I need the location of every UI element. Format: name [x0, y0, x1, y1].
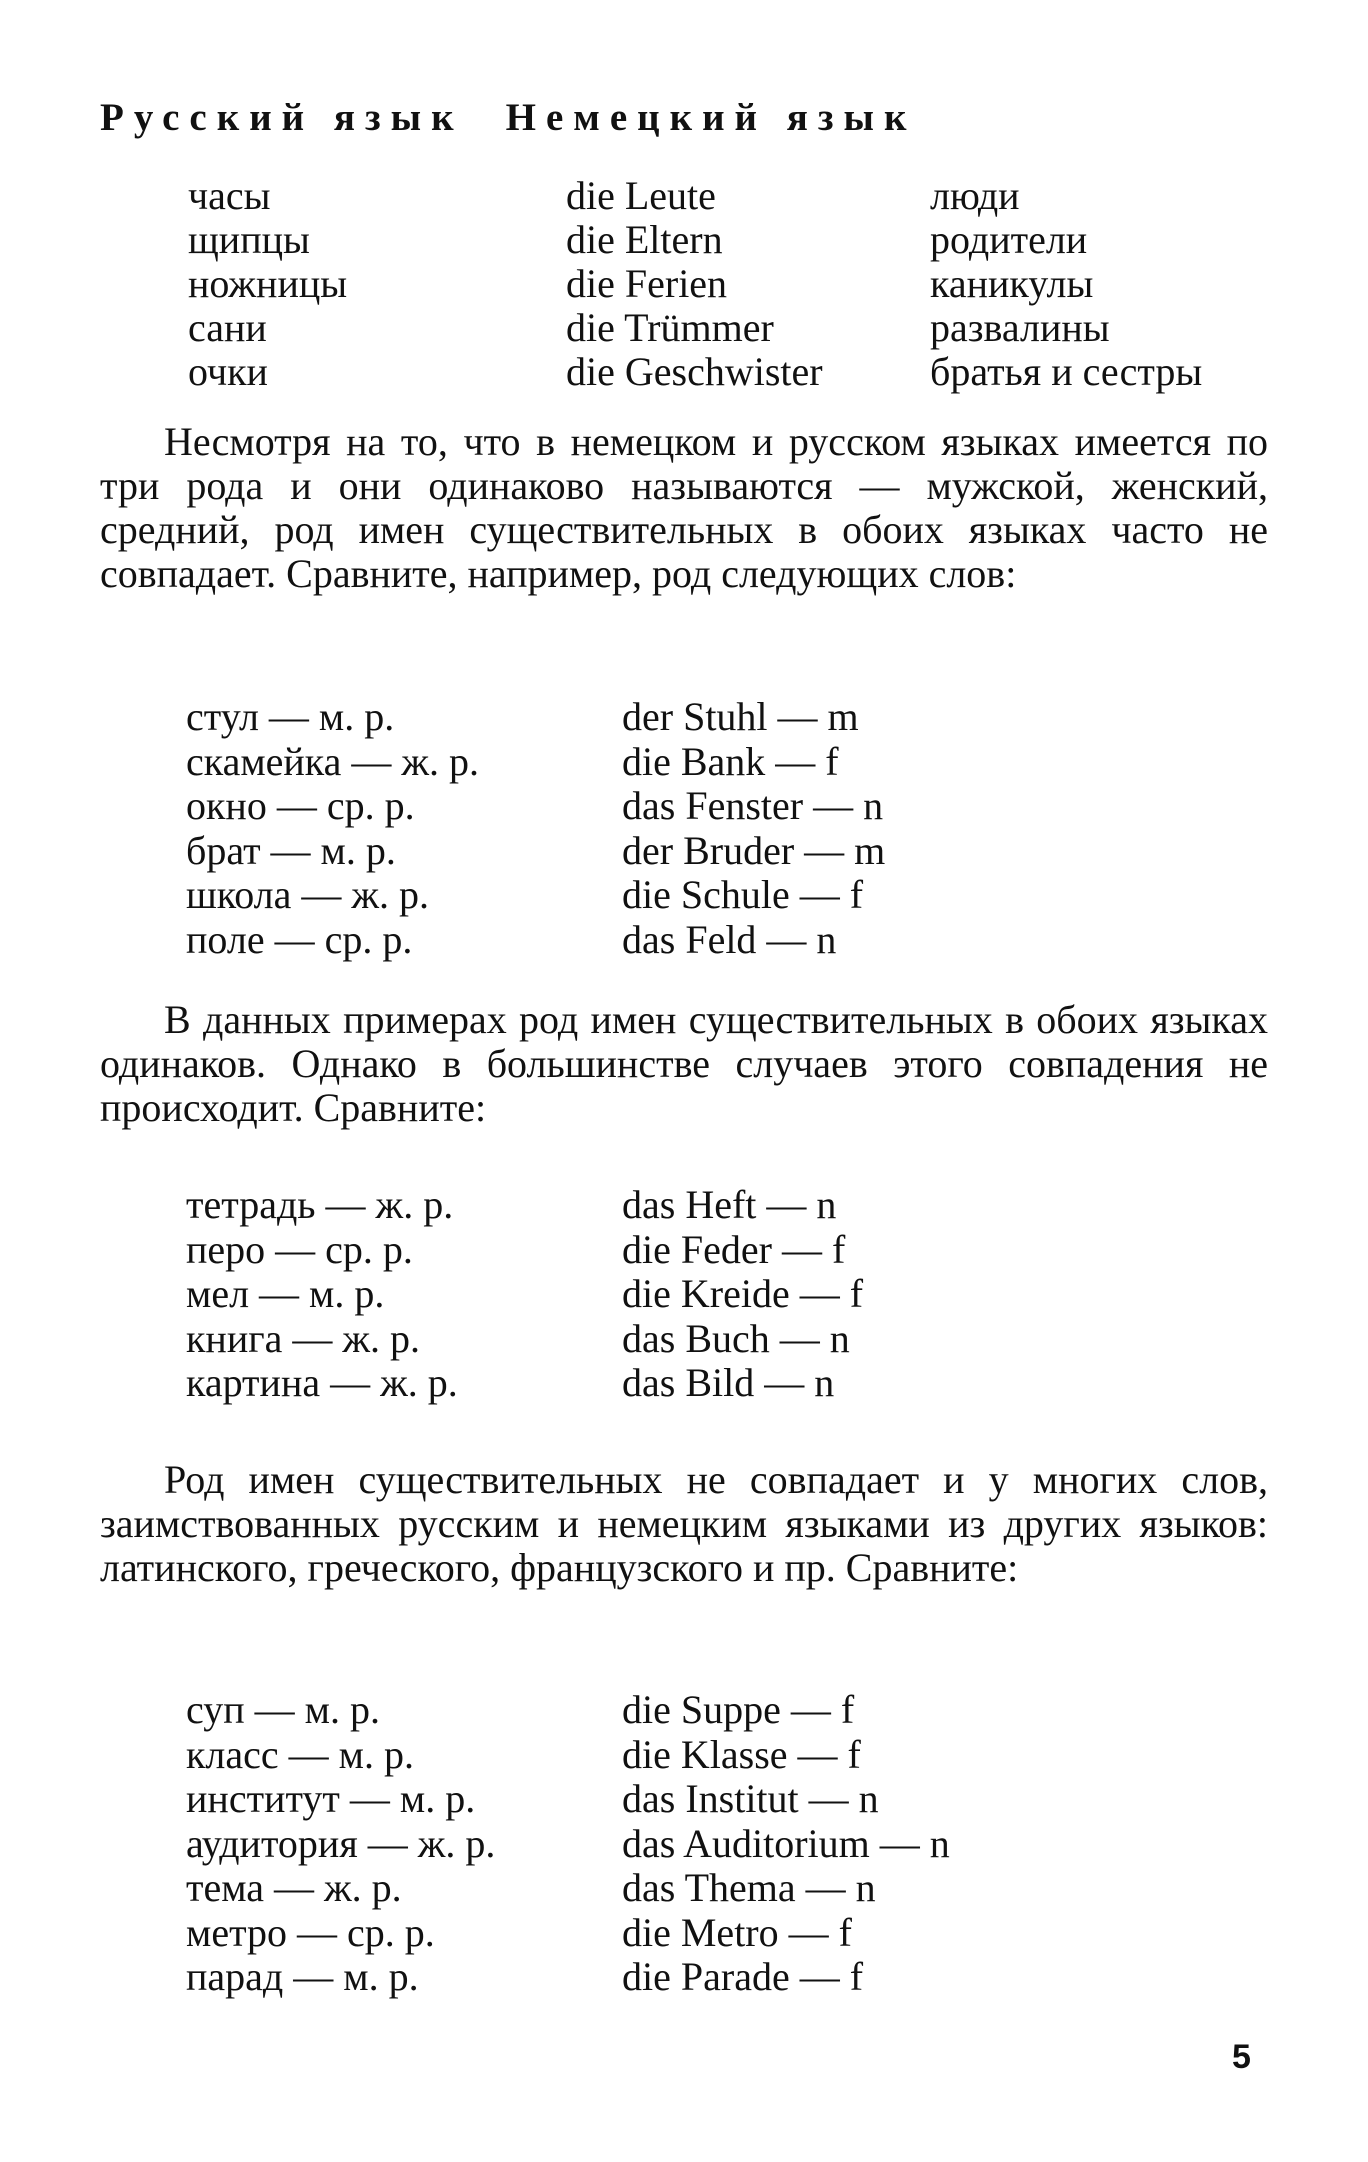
example-list-different-gender — [0, 1181, 1368, 1404]
paragraph-mismatch: В данных примерах род имен существительных в обоих языках одинаков. Однако в большинстве случаев этого совпадения не происходит. Сравните: — [100, 997, 1268, 1130]
german-example: die Parade — f — [622, 1954, 864, 1999]
russian-example: парад — м. р. — [186, 1954, 419, 1999]
german-word: die Eltern — [566, 217, 723, 262]
german-example: das Heft — n — [622, 1182, 837, 1227]
russian-example: аудитория — ж. р. — [186, 1820, 496, 1866]
translation: люди — [930, 173, 1020, 218]
german-example: das Auditorium — n — [622, 1820, 950, 1866]
table-row — [0, 348, 1368, 392]
russian-word: часы — [188, 173, 271, 218]
example-list-borrowed — [0, 1686, 1368, 1998]
german-example: die Schule — f — [622, 872, 864, 917]
list-item — [0, 916, 1368, 961]
russian-example: поле — ср. р. — [186, 916, 413, 962]
german-example: die Suppe — f — [622, 1687, 855, 1732]
list-item — [0, 1181, 1368, 1226]
german-example: das Thema — n — [622, 1865, 876, 1910]
german-example: die Metro — f — [622, 1909, 852, 1955]
german-example: die Feder — f — [622, 1226, 846, 1272]
russian-example: мел — м. р. — [186, 1271, 385, 1316]
list-item — [0, 782, 1368, 827]
example-list-same-gender — [0, 693, 1368, 960]
russian-example: скамейка — ж. р. — [186, 738, 480, 784]
translation: развалины — [930, 305, 1110, 350]
list-item — [0, 1270, 1368, 1315]
list-item — [0, 1315, 1368, 1360]
header-german: Немецкий язык — [505, 96, 917, 139]
german-example: das Feld — n — [622, 916, 837, 962]
plural-only-table — [0, 172, 1368, 392]
russian-example: тема — ж. р. — [186, 1865, 402, 1910]
russian-example: книга — ж. р. — [186, 1315, 421, 1361]
russian-example: класс — м. р. — [186, 1731, 414, 1777]
russian-example: метро — ср. р. — [186, 1909, 435, 1955]
russian-example: перо — ср. р. — [186, 1226, 413, 1272]
german-example: das Bild — n — [622, 1360, 835, 1405]
table-row — [0, 216, 1368, 260]
russian-example: брат — м. р. — [186, 827, 396, 873]
paragraph-gender-intro: Несмотря на то, что в немецком и русском языках имеется по три рода и они одинаково называются — мужской, женский, средний, род имен существительных в обоих языках часто не совпадает. Сравните, например, род следующих слов: — [100, 419, 1268, 596]
list-item — [0, 1909, 1368, 1954]
list-item — [0, 1953, 1368, 1998]
list-item — [0, 738, 1368, 783]
german-example: der Stuhl — m — [622, 694, 859, 739]
russian-example: институт — м. р. — [186, 1776, 476, 1821]
german-example: das Institut — n — [622, 1776, 879, 1821]
russian-example: окно — ср. р. — [186, 783, 415, 828]
list-item — [0, 693, 1368, 738]
list-item — [0, 1864, 1368, 1909]
list-item — [0, 1731, 1368, 1776]
translation: родители — [930, 217, 1088, 262]
german-word: die Geschwister — [566, 349, 823, 394]
header-russian: Русский язык — [100, 96, 464, 139]
list-item — [0, 1226, 1368, 1271]
list-item — [0, 871, 1368, 916]
german-word: die Ferien — [566, 261, 728, 306]
russian-word: сани — [188, 305, 267, 350]
german-example: der Bruder — m — [622, 827, 886, 873]
russian-example: суп — м. р. — [186, 1687, 380, 1732]
german-word: die Leute — [566, 173, 716, 218]
german-example: die Bank — f — [622, 738, 839, 784]
russian-word: ножницы — [188, 261, 348, 306]
russian-example: школа — ж. р. — [186, 872, 430, 917]
table-row — [0, 304, 1368, 348]
russian-example: стул — м. р. — [186, 694, 395, 739]
list-item — [0, 827, 1368, 872]
german-example: die Klasse — f — [622, 1731, 861, 1777]
russian-example: картина — ж. р. — [186, 1360, 458, 1405]
list-item — [0, 1359, 1368, 1404]
german-example: das Buch — n — [622, 1315, 850, 1361]
column-header — [100, 95, 916, 140]
page-number: 5 — [1232, 2038, 1251, 2076]
german-example: das Fenster — n — [622, 783, 884, 828]
translation: братья и сестры — [930, 349, 1203, 394]
russian-word: очки — [188, 349, 268, 394]
list-item — [0, 1775, 1368, 1820]
table-row — [0, 260, 1368, 304]
list-item — [0, 1686, 1368, 1731]
russian-example: тетрадь — ж. р. — [186, 1182, 454, 1227]
german-example: die Kreide — f — [622, 1271, 864, 1316]
russian-word: щипцы — [188, 217, 310, 262]
translation: каникулы — [930, 261, 1094, 306]
paragraph-borrowed-words: Род имен существительных не совпадает и у многих слов, заимствованных русским и немецким языками из других языков: латинского, греческого, французского и пр. Сравните: — [100, 1457, 1268, 1590]
list-item — [0, 1820, 1368, 1865]
german-word: die Trümmer — [566, 305, 774, 350]
table-row — [0, 172, 1368, 216]
